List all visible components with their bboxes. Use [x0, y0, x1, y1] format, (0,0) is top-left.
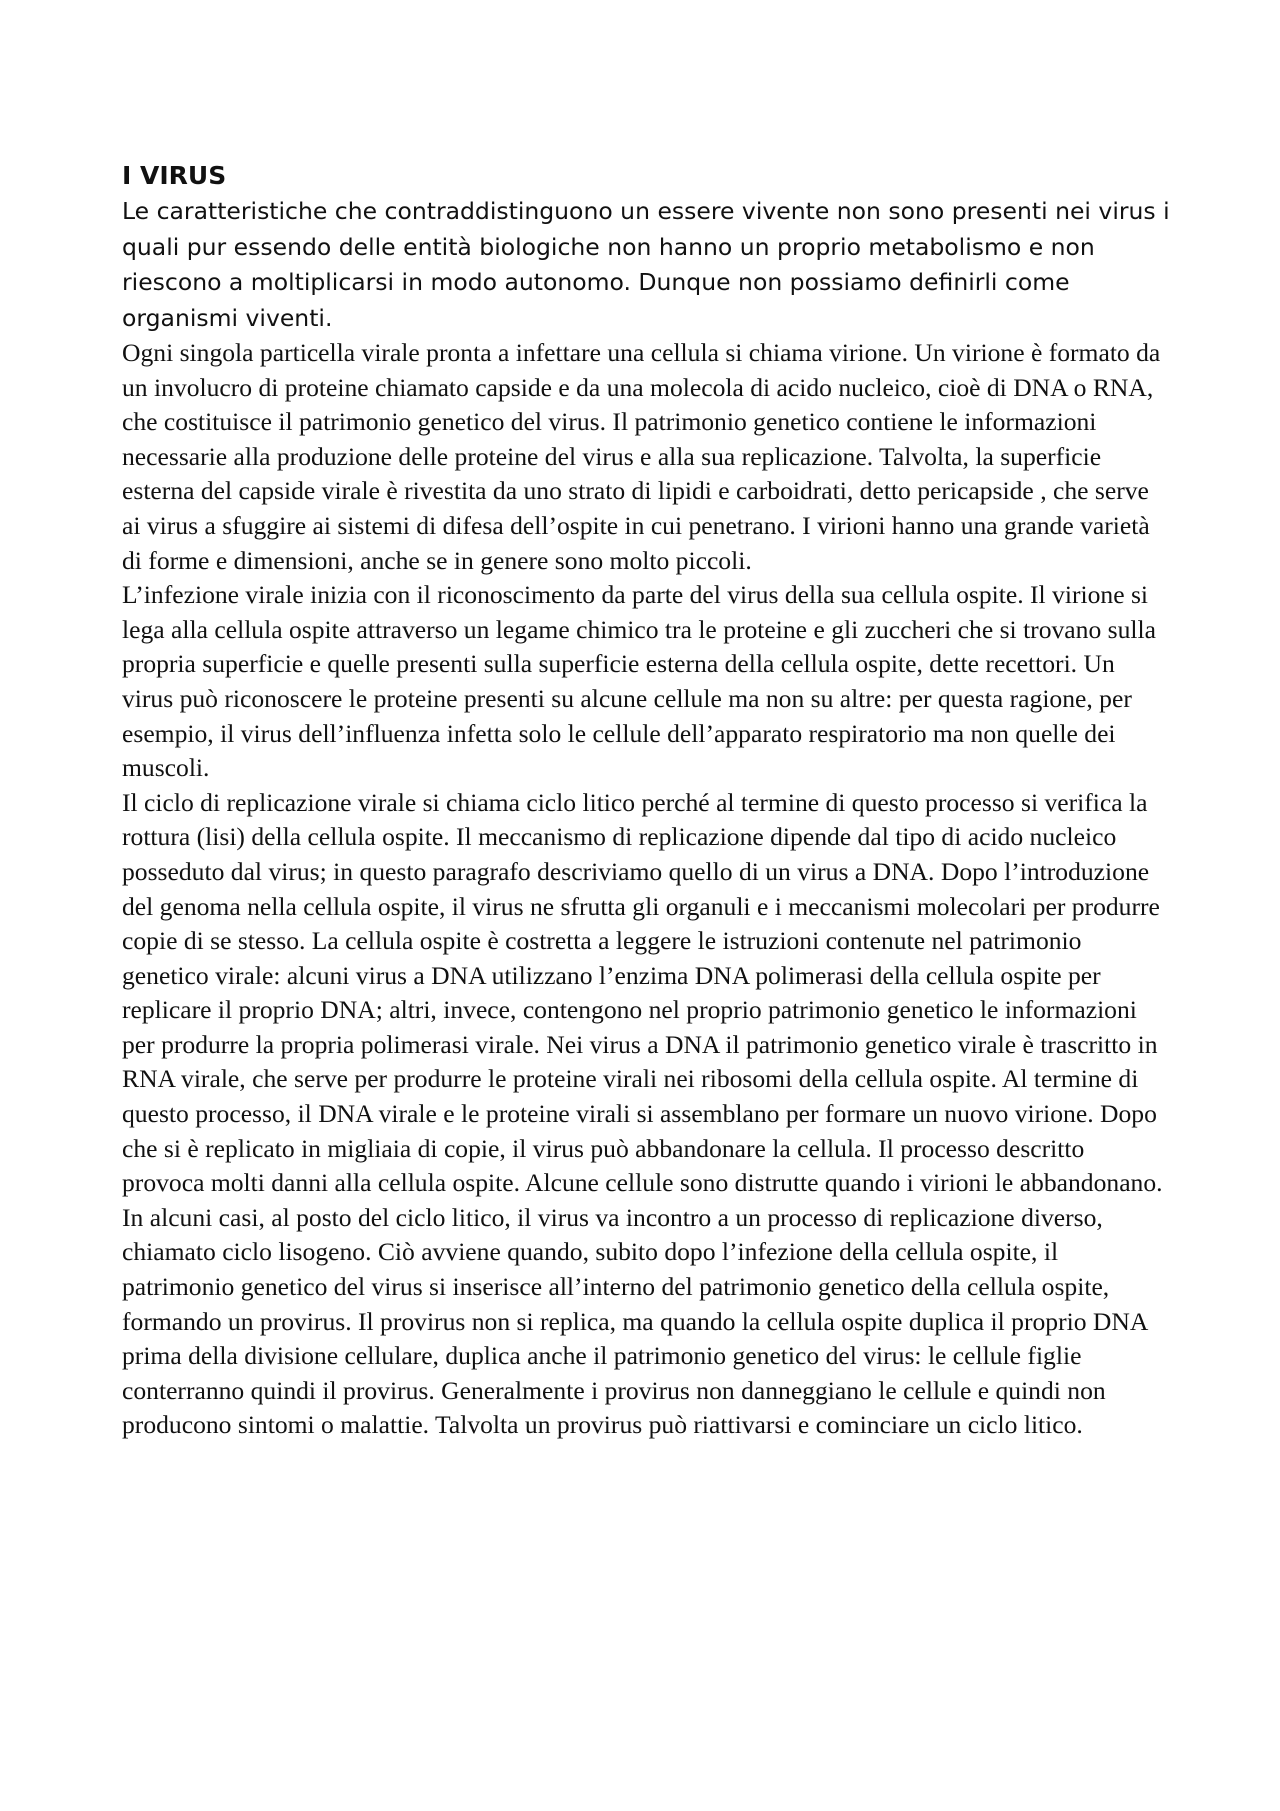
paragraph-ciclo-litico: Il ciclo di replicazione virale si chiama ciclo litico perché al termine di questo processo si verifica la rottura (lisi) della cellula ospite. Il meccanismo di replicazione dipende dal tipo di acido nucleico posseduto dal virus; in questo paragrafo descriviamo quello di un virus a DNA. Dopo l’introduzione del genoma nella cellula ospite, il virus ne sfrutta gli organuli e i meccanismi molecolari per produrre copie di se stesso. La cellula ospite è costretta a leggere le istruzioni contenute nel patrimonio genetico virale: alcuni virus a DNA utilizzano l’enzima DNA polimerasi della cellula ospite per replicare il proprio DNA; altri, invece, contengono nel proprio patrimonio genetico le informazioni per produrre la propria polimerasi virale. Nei virus a DNA il patrimonio genetico virale è trascritto in RNA virale, che serve per produrre le proteine virali nei ribosomi della cellula ospite. Al termine di questo processo, il DNA virale e le proteine virali si assemblano per formare un nuovo virione. Dopo che si è replicato in migliaia di copie, il virus può abbandonare la cellula. Il processo descritto provoca molti danni alla cellula ospite. Alcune cellule sono distrutte quando i virioni le abbandonano. In alcuni casi, al posto del ciclo litico, il virus va incontro a un processo di replicazione diverso, chiamato ciclo lisogeno. Ciò avviene quando, subito dopo l’infezione della cellula ospite, il patrimonio genetico del virus si inserisce all’interno del patrimonio genetico della cellula ospite, formando un provirus. Il provirus non si replica, ma quando la cellula ospite duplica il proprio DNA prima della divisione cellulare, duplica anche il patrimonio genetico del virus: le cellule figlie conterranno quindi il provirus. Generalmente i provirus non danneggiano le cellule e quindi non producono sintomi o malattie. Talvolta un provirus può riattivarsi e cominciare un ciclo litico.: [122, 787, 1163, 1440]
intro-paragraph: Le caratteristiche che contraddistinguono un essere vivente non sono presenti nei virus i quali pur essendo delle entità biologiche non hanno un proprio metabolismo e non riescono a moltiplicarsi in modo autonomo. Dunque non possiamo definirli come organismi viventi.: [122, 197, 1170, 332]
document-page: [122, 158, 1172, 1443]
document-title: I VIRUS: [122, 161, 227, 190]
paragraph-virione: Ogni singola particella virale pronta a infettare una cellula si chiama virione. Un virione è formato da un involucro di proteine chiamato capside e da una molecola di acido nucleico, cioè di DNA o RNA, che costituisce il patrimonio genetico del virus. Il patrimonio genetico contiene le informazioni necessarie alla produzione delle proteine del virus e alla sua replicazione. Talvolta, la superficie esterna del capside virale è rivestita da uno strato di lipidi e carboidrati, detto pericapside , che serve ai virus a sfuggire ai sistemi di difesa dell’ospite in cui penetrano. I virioni hanno una grande varietà di forme e dimensioni, anche se in genere sono molto piccoli.: [122, 338, 1161, 575]
paragraph-infezione: L’infezione virale inizia con il riconoscimento da parte del virus della sua cellula ospite. Il virione si lega alla cellula ospite attraverso un legame chimico tra le proteine e gli zuccheri che si trovano sulla propria superficie e quelle presenti sulla superficie esterna della cellula ospite, dette recettori. Un virus può riconoscere le proteine presenti su alcune cellule ma non su altre: per questa ragione, per esempio, il virus dell’influenza infetta solo le cellule dell’apparato respiratorio ma non quelle dei muscoli.: [122, 580, 1156, 783]
